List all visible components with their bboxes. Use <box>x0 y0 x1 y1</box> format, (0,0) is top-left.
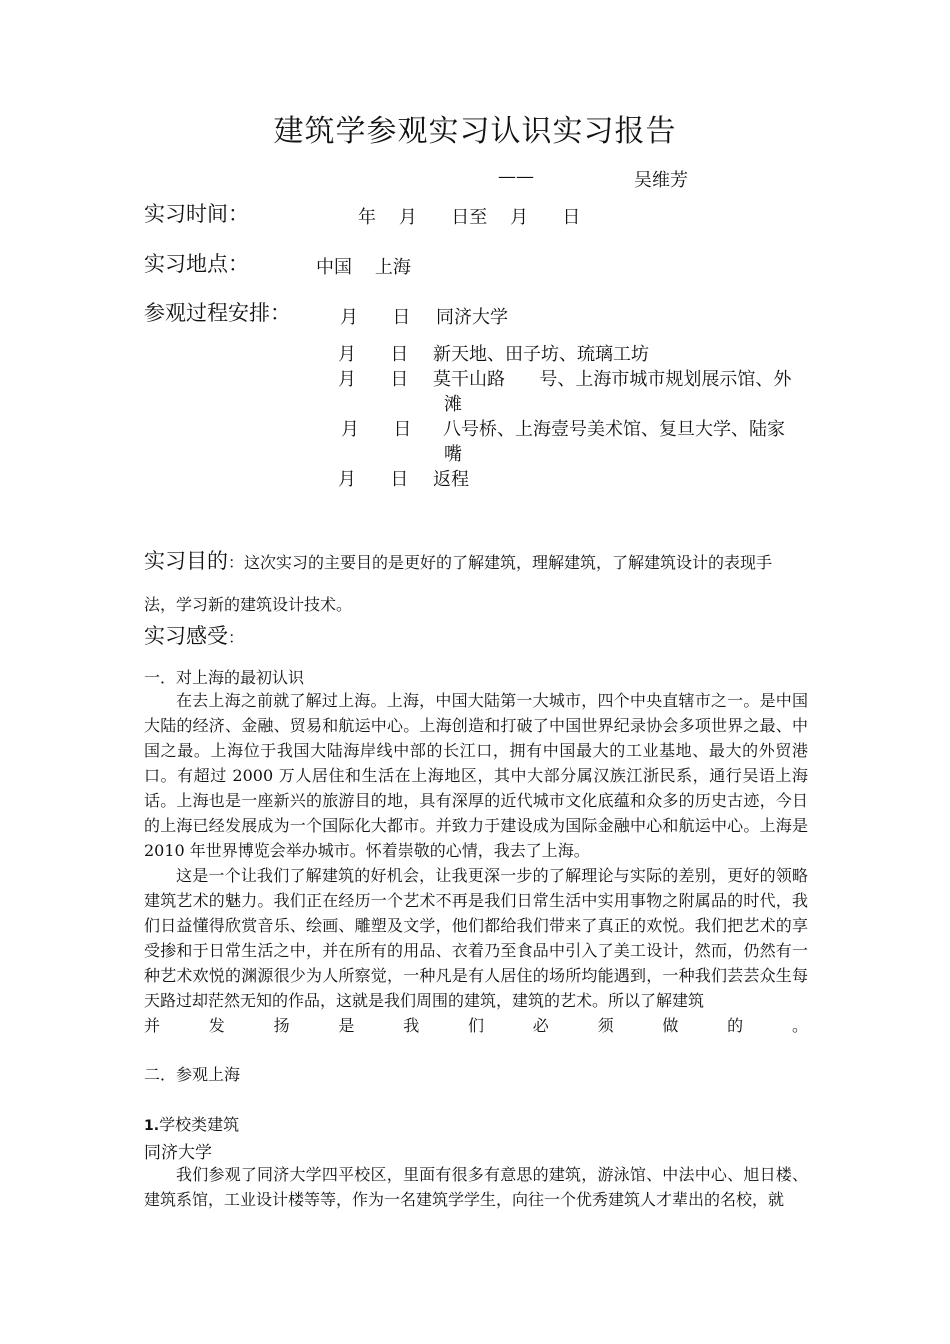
section2-paragraph: 我们参观了同济大学四平校区，里面有很多有意思的建筑，游泳馆、中法中心、旭日楼、建筑系馆，工业设计楼等等，作为一名建筑学学生，向往一个优秀建筑人才辈出的名校，就 <box>144 1165 808 1209</box>
subsection-number: 1. <box>144 1118 160 1134</box>
feeling-label: 实习感受 <box>144 624 228 648</box>
subsection-heading <box>144 1112 239 1135</box>
schedule-place: 同济大学 <box>436 307 508 328</box>
section1-paragraph-last-line: 并发扬是我们必须做的。 <box>144 1016 808 1035</box>
purpose-text: 这次实习的主要目的是更好的了解建筑，理解建筑，了解建筑设计的表现手 <box>244 553 773 572</box>
feeling-colon: ： <box>228 628 245 647</box>
subsection-title: 学校类建筑 <box>159 1115 240 1134</box>
purpose-label: 实习目的 <box>144 549 228 573</box>
schedule-date: 月 日 <box>340 307 411 328</box>
section1-paragraph: 在去上海之前就了解过上海。上海，中国大陆第一大城市，四个中央直辖市之一。是中国大陆的经济、金融、贸易和航运中心。上海创造和打破了中国世界纪录协会多项世界之最、中国之最。上海位于我国大陆海岸线中部的长江口，拥有中国最大的工业基地、最大的外贸港口。有超过 2000 万人居住和生活在上海地区，其中大部分属汉族江浙民系，通行吴语上海话。上海也是一座新兴的旅游目的地，具有深厚的近代城市文化底蕴和众多的历史古迹，今日的上海已经发展成为一个国际化大都市。并致力于建设成为国际金融中心和航运中心。上海是 2010 年世界博览会举办城市。怀着崇敬的心情，我去了上海。 <box>144 691 808 860</box>
author-name: 吴维芳 <box>634 170 688 191</box>
author-dash: —— <box>498 166 534 187</box>
purpose-colon: ： <box>228 553 245 572</box>
schedule-place-continued: 滩 <box>444 394 462 415</box>
section1-heading: 一．对上海的最初认识 <box>144 668 305 687</box>
time-value: 年 月 日至 月 日 <box>358 207 581 228</box>
place-value: 中国 上海 <box>316 257 411 278</box>
schedule-date: 月 日 <box>338 369 409 390</box>
schedule-place: 返程 <box>433 469 469 490</box>
purpose-text-continued: 法，学习新的建筑设计技术。 <box>144 595 353 614</box>
schedule-date: 月 日 <box>341 419 412 440</box>
schedule-place-continued: 嘴 <box>444 444 462 465</box>
section2-heading: 二．参观上海 <box>144 1065 241 1084</box>
schedule-date: 月 日 <box>338 344 409 365</box>
schedule-place: 八号桥、上海壹号美术馆、复旦大学、陆家 <box>443 419 785 440</box>
place-label: 实习地点： <box>144 252 249 276</box>
time-label: 实习时间： <box>144 202 249 226</box>
schedule-place: 莫干山路 号、上海市城市规划展示馆、外 <box>433 369 792 390</box>
schedule-date: 月 日 <box>338 469 409 490</box>
schedule-label: 参观过程安排： <box>144 301 291 325</box>
document-title: 建筑学参观实习认识实习报告 <box>273 114 677 149</box>
section1-paragraph: 这是一个让我们了解建筑的好机会，让我更深一步的了解理论与实际的差别，更好的领略建筑艺术的魅力。我们正在经历一个艺术不再是我们日常生活中实用事物之附属品的时代，我们日益懂得欣赏音乐、绘画、雕塑及文学，他们都给我们带来了真正的欢悦。我们把艺术的享受掺和于日常生活之中，并在所有的用品、衣着乃至食品中引入了美工设计，然而，仍然有一种艺术欢悦的渊源很少为人所察觉，一种凡是有人居住的场所均能遇到，一种我们芸芸众生每天路过却茫然无知的作品，这就是我们周围的建筑，建筑的艺术。所以了解建筑 <box>144 866 808 1010</box>
purpose-line <box>144 545 772 575</box>
feeling-line <box>144 620 244 650</box>
school-name: 同济大学 <box>144 1143 212 1163</box>
schedule-place: 新天地、田子坊、琉璃工坊 <box>433 344 649 365</box>
